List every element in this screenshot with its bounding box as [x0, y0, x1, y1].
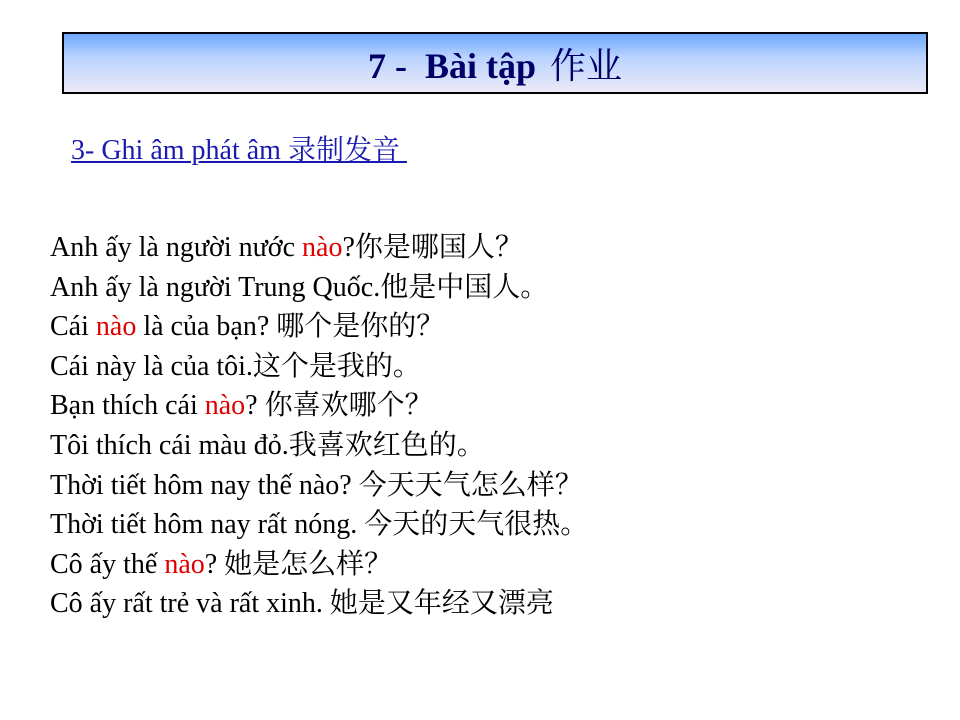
- sentence-line: [50, 584, 588, 624]
- highlight-word: nào: [302, 232, 343, 263]
- sentence-line: [50, 307, 588, 347]
- slide-title: [368, 38, 622, 89]
- sentence-line: [50, 426, 588, 466]
- sentence-text: Thời tiết hôm nay thế nào? 今天天气怎么样？: [50, 469, 583, 501]
- sentence-line: [50, 386, 588, 426]
- sentence-line: [50, 466, 588, 506]
- highlight-word: nào: [164, 548, 205, 580]
- sentence-text-after: ?你是哪国人？: [342, 232, 523, 263]
- sentence-text-after: ? 她是怎么样？: [204, 548, 393, 580]
- section-link[interactable]: 3- Ghi âm phát âm 录制发音: [71, 135, 407, 166]
- sentence-text: Tôi thích cái màu đỏ.我喜欢红色的。: [50, 429, 485, 461]
- sentence-text: Cái này là của tôi.这个是我的。: [50, 350, 421, 382]
- sentence-text: Anh ấy là người nước: [50, 232, 303, 263]
- sentence-line: [50, 505, 588, 545]
- sentence-line: [50, 268, 588, 308]
- sentence-text: Cái: [50, 311, 96, 343]
- sentence-text-after: ? 你喜欢哪个？: [245, 390, 433, 422]
- sentence-text-after: là của bạn? 哪个是你的？: [136, 311, 445, 343]
- highlight-word: nào: [95, 311, 137, 343]
- sentence-text: Anh ấy là người Trung Quốc.他是中国人。: [50, 271, 549, 303]
- sentence-line: [50, 347, 588, 387]
- sentence-text: Thời tiết hôm nay rất nóng. 今天的天气很热。: [50, 509, 589, 541]
- title-main: 7 - Bài tập: [367, 45, 536, 86]
- sentence-line: [50, 228, 588, 268]
- highlight-word: nào: [204, 390, 246, 422]
- sentence-list: [50, 228, 588, 624]
- sentence-line: [50, 545, 588, 585]
- sentence-text: Cô ấy thế: [50, 548, 165, 580]
- title-banner: [62, 32, 928, 94]
- sentence-text: Cô ấy rất trẻ và rất xinh. 她是又年经又漂亮: [50, 588, 554, 620]
- title-chinese: 作业: [550, 45, 623, 86]
- sentence-text: Bạn thích cái: [50, 390, 205, 422]
